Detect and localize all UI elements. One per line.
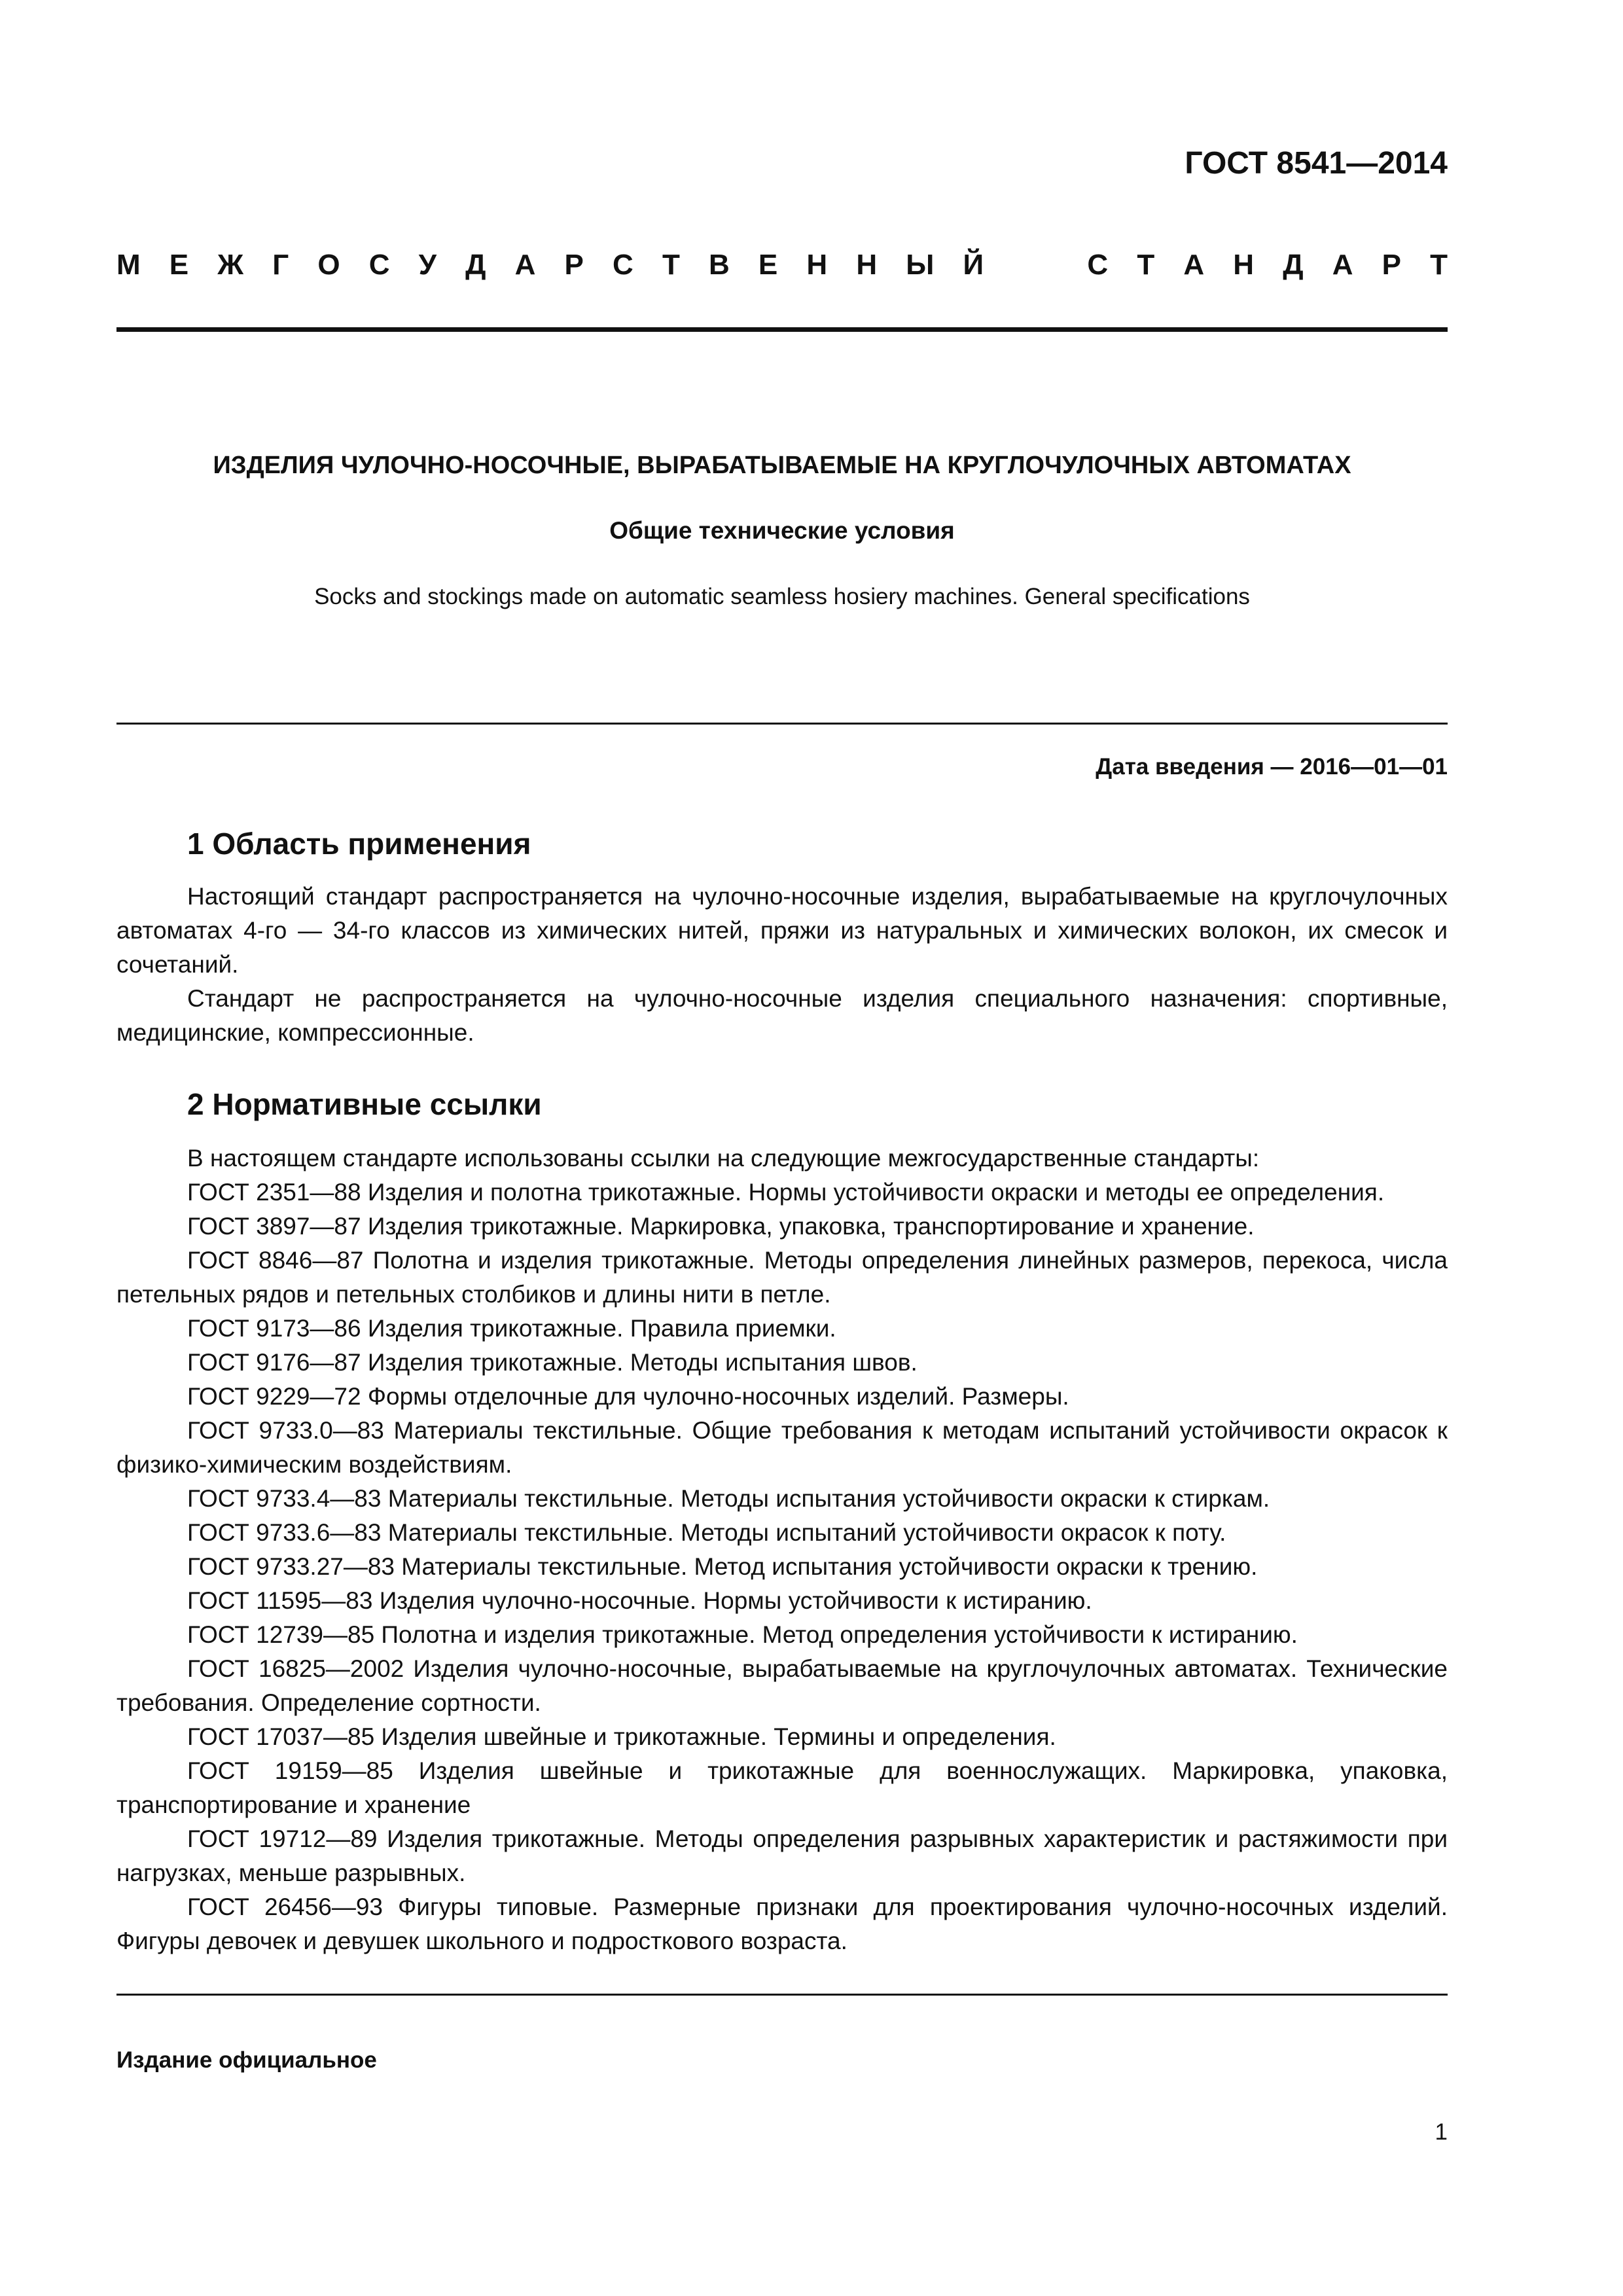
letter: У: [418, 249, 437, 281]
reference-item: ГОСТ 17037—85 Изделия швейные и трикотажные. Термины и определения.: [187, 1723, 1056, 1750]
reference-item: ГОСТ 9733.0—83 Материалы текстильные. Общие требования к методам испытаний устойчивости окрасок к физико-химическим воздействиям.: [116, 1417, 1448, 1478]
reference-item: ГОСТ 9229—72 Формы отделочные для чулочно-носочных изделий. Размеры.: [187, 1383, 1069, 1410]
letter: А: [1332, 249, 1353, 281]
letter: Ж: [217, 249, 244, 281]
paragraph: В настоящем стандарте использованы ссылки на следующие межгосударственные стандарты:: [187, 1145, 1260, 1172]
section-2-body: [116, 1141, 1448, 1958]
gost-number: ГОСТ 8541—2014: [1185, 146, 1448, 181]
title-rule: [116, 723, 1448, 725]
reference-item: ГОСТ 11595—83 Изделия чулочно-носочные. Нормы устойчивости к истиранию.: [187, 1587, 1092, 1614]
interstate-standard-heading: [116, 251, 1448, 279]
header-rule: [116, 327, 1448, 332]
letter: Ы: [906, 249, 935, 281]
introduction-date: Дата введения — 2016—01—01: [1096, 754, 1448, 780]
letter: А: [1183, 249, 1205, 281]
letter: Й: [963, 249, 984, 281]
reference-item: ГОСТ 9733.6—83 Материалы текстильные. Методы испытаний устойчивости окрасок к поту.: [187, 1519, 1226, 1546]
document-title: ИЗДЕЛИЯ ЧУЛОЧНО-НОСОЧНЫЕ, ВЫРАБАТЫВАЕМЫЕ НА КРУГЛОЧУЛОЧНЫХ АВТОМАТАХ: [213, 452, 1351, 479]
reference-item: ГОСТ 19712—89 Изделия трикотажные. Методы определения разрывных характеристик и растяжимости при нагрузках, меньше разрывных.: [116, 1825, 1448, 1886]
page-number: 1: [1435, 2119, 1448, 2145]
reference-item: ГОСТ 8846—87 Полотна и изделия трикотажные. Методы определения линейных размеров, перекоса, числа петельных рядов и петельных столбиков и длины нити в петле.: [116, 1247, 1448, 1308]
letter: Т: [1430, 249, 1448, 281]
paragraph: Стандарт не распространяется на чулочно-носочные изделия специального назначения: спортивные, медицинские, компрессионные.: [116, 985, 1448, 1046]
document-subtitle: Общие технические условия: [609, 517, 955, 544]
letter: Т: [1137, 249, 1155, 281]
reference-item: ГОСТ 9733.27—83 Материалы текстильные. Метод испытания устойчивости окраски к трению.: [187, 1553, 1258, 1580]
letter: Г: [272, 249, 289, 281]
letter: С: [1087, 249, 1109, 281]
letter: О: [317, 249, 340, 281]
english-title: Socks and stockings made on automatic seamless hosiery machines. General specifications: [314, 584, 1250, 609]
reference-item: ГОСТ 3897—87 Изделия трикотажные. Маркировка, упаковка, транспортирование и хранение.: [187, 1213, 1255, 1240]
letter: С: [368, 249, 390, 281]
letter: А: [514, 249, 536, 281]
reference-item: ГОСТ 26456—93 Фигуры типовые. Размерные признаки для проектирования чулочно-носочных изделий. Фигуры девочек и девушек школьного и подросткового возраста.: [116, 1893, 1448, 1954]
section-1-body: [116, 880, 1448, 1050]
footer-rule: [116, 1994, 1448, 1996]
section-2-heading: 2 Нормативные ссылки: [187, 1087, 542, 1121]
letter: С: [613, 249, 633, 281]
reference-item: ГОСТ 2351—88 Изделия и полотна трикотажные. Нормы устойчивости окраски и методы ее определения.: [187, 1179, 1385, 1206]
letter: Е: [169, 249, 189, 281]
letter: Д: [465, 249, 486, 281]
reference-item: ГОСТ 12739—85 Полотна и изделия трикотажные. Метод определения устойчивости к истиранию.: [187, 1621, 1298, 1648]
letter: Д: [1283, 249, 1304, 281]
reference-item: ГОСТ 9176—87 Изделия трикотажные. Методы испытания швов.: [187, 1349, 918, 1376]
letter: Н: [806, 249, 828, 281]
reference-item: ГОСТ 9173—86 Изделия трикотажные. Правила приемки.: [187, 1315, 836, 1342]
letter: М: [116, 249, 141, 281]
official-edition-label: Издание официальное: [116, 2047, 377, 2073]
letter: Т: [662, 249, 680, 281]
section-1-heading: 1 Область применения: [187, 827, 531, 861]
word-gap: [1012, 251, 1058, 279]
letter: В: [709, 249, 730, 281]
reference-item: ГОСТ 19159—85 Изделия швейные и трикотажные для военнослужащих. Маркировка, упаковка, транспортирование и хранение: [116, 1757, 1448, 1818]
letter: Р: [1382, 249, 1401, 281]
letter: Е: [758, 249, 778, 281]
letter: Н: [856, 249, 878, 281]
letter: Р: [564, 249, 584, 281]
reference-item: ГОСТ 9733.4—83 Материалы текстильные. Методы испытания устойчивости окраски к стиркам.: [187, 1485, 1270, 1512]
letter: Н: [1233, 249, 1255, 281]
paragraph: Настоящий стандарт распространяется на чулочно-носочные изделия, вырабатываемые на круглочулочных автоматах 4-го — 34-го классов из химических нитей, пряжи из натуральных и химических волокон, их смесок и сочетаний.: [116, 883, 1448, 978]
reference-item: ГОСТ 16825—2002 Изделия чулочно-носочные, вырабатываемые на круглочулочных автоматах. Технические требования. Определение сортности.: [116, 1655, 1448, 1716]
